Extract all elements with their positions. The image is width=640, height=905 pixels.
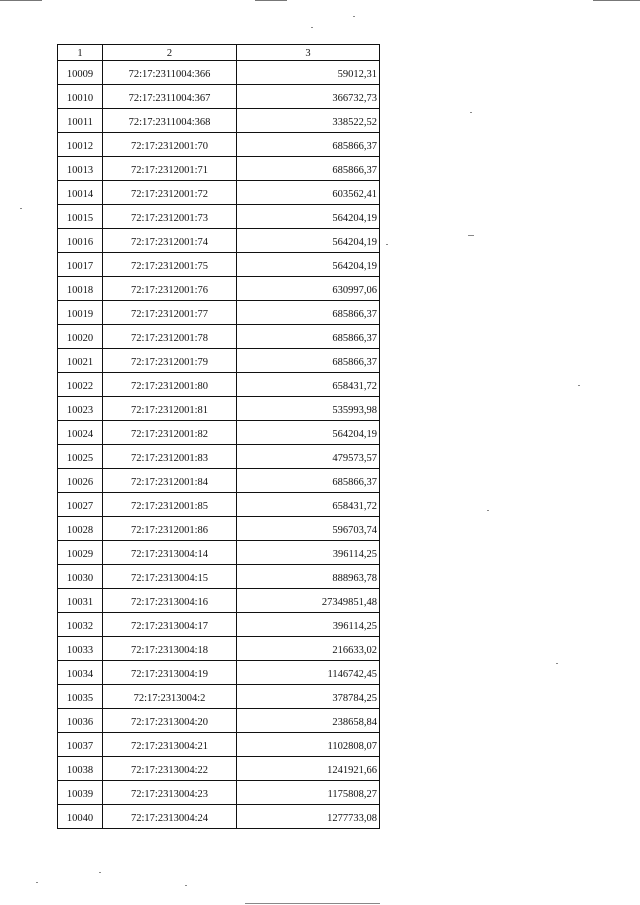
row-number-cell: 10015 <box>58 205 103 229</box>
cadastral-number-cell: 72:17:2312001:79 <box>103 349 237 373</box>
row-number-cell: 10029 <box>58 541 103 565</box>
cadastral-value-cell: 1146742,45 <box>237 661 380 685</box>
row-number-cell: 10028 <box>58 517 103 541</box>
registry-table-container <box>57 44 380 829</box>
row-number-cell: 10025 <box>58 445 103 469</box>
table-row <box>58 757 380 781</box>
cadastral-value-cell: 685866,37 <box>237 325 380 349</box>
table-header-row <box>58 45 380 61</box>
table-row <box>58 85 380 109</box>
table-row <box>58 637 380 661</box>
table-row <box>58 373 380 397</box>
cadastral-value-cell: 338522,52 <box>237 109 380 133</box>
cadastral-number-cell: 72:17:2311004:366 <box>103 61 237 85</box>
cadastral-number-cell: 72:17:2313004:19 <box>103 661 237 685</box>
table-row <box>58 61 380 85</box>
column-header-number: 1 <box>58 45 103 61</box>
table-row <box>58 661 380 685</box>
row-number-cell: 10033 <box>58 637 103 661</box>
bottom-edge-rule <box>245 903 380 904</box>
cadastral-number-cell: 72:17:2313004:17 <box>103 613 237 637</box>
table-row <box>58 181 380 205</box>
cadastral-number-cell: 72:17:2313004:15 <box>103 565 237 589</box>
cadastral-number-cell: 72:17:2313004:22 <box>103 757 237 781</box>
cadastral-value-cell: 216633,02 <box>237 637 380 661</box>
row-number-cell: 10021 <box>58 349 103 373</box>
cadastral-value-cell: 1175808,27 <box>237 781 380 805</box>
top-edge-rule <box>0 0 42 1</box>
cadastral-number-cell: 72:17:2313004:21 <box>103 733 237 757</box>
cadastral-number-cell: 72:17:2313004:14 <box>103 541 237 565</box>
cadastral-number-cell: 72:17:2313004:16 <box>103 589 237 613</box>
row-number-cell: 10014 <box>58 181 103 205</box>
row-number-cell: 10019 <box>58 301 103 325</box>
table-row <box>58 493 380 517</box>
cadastral-value-cell: 378784,25 <box>237 685 380 709</box>
cadastral-value-cell: 1241921,66 <box>237 757 380 781</box>
cadastral-value-cell: 658431,72 <box>237 493 380 517</box>
table-row <box>58 613 380 637</box>
table-row <box>58 397 380 421</box>
cadastral-value-cell: 479573,57 <box>237 445 380 469</box>
cadastral-value-cell: 396114,25 <box>237 613 380 637</box>
cadastral-number-cell: 72:17:2312001:75 <box>103 253 237 277</box>
row-number-cell: 10022 <box>58 373 103 397</box>
cadastral-value-cell: 888963,78 <box>237 565 380 589</box>
cadastral-number-cell: 72:17:2312001:85 <box>103 493 237 517</box>
cadastral-value-cell: 658431,72 <box>237 373 380 397</box>
cadastral-value-cell: 1277733,08 <box>237 805 380 829</box>
row-number-cell: 10011 <box>58 109 103 133</box>
scan-speck <box>36 882 38 883</box>
row-number-cell: 10035 <box>58 685 103 709</box>
scan-speck <box>99 872 101 873</box>
cadastral-value-cell: 596703,74 <box>237 517 380 541</box>
row-number-cell: 10009 <box>58 61 103 85</box>
scan-speck <box>185 885 187 886</box>
cadastral-number-cell: 72:17:2312001:70 <box>103 133 237 157</box>
cadastral-value-cell: 1102808,07 <box>237 733 380 757</box>
cadastral-number-cell: 72:17:2312001:73 <box>103 205 237 229</box>
cadastral-value-cell: 564204,19 <box>237 205 380 229</box>
cadastral-value-cell: 685866,37 <box>237 469 380 493</box>
table-row <box>58 301 380 325</box>
scan-speck <box>311 27 313 28</box>
row-number-cell: 10010 <box>58 85 103 109</box>
table-row <box>58 733 380 757</box>
row-number-cell: 10032 <box>58 613 103 637</box>
row-number-cell: 10013 <box>58 157 103 181</box>
table-row <box>58 349 380 373</box>
column-header-cadastral-number: 2 <box>103 45 237 61</box>
table-row <box>58 421 380 445</box>
cadastral-number-cell: 72:17:2311004:367 <box>103 85 237 109</box>
table-row <box>58 157 380 181</box>
table-row <box>58 565 380 589</box>
cadastral-number-cell: 72:17:2312001:77 <box>103 301 237 325</box>
table-row <box>58 541 380 565</box>
cadastral-value-cell: 396114,25 <box>237 541 380 565</box>
row-number-cell: 10018 <box>58 277 103 301</box>
table-row <box>58 325 380 349</box>
table-row <box>58 277 380 301</box>
table-body <box>58 61 380 829</box>
cadastral-value-cell: 630997,06 <box>237 277 380 301</box>
cadastral-number-cell: 72:17:2313004:20 <box>103 709 237 733</box>
scan-speck <box>468 235 474 236</box>
cadastral-number-cell: 72:17:2313004:23 <box>103 781 237 805</box>
cadastral-value-cell: 685866,37 <box>237 349 380 373</box>
cadastral-value-cell: 535993,98 <box>237 397 380 421</box>
top-edge-rule <box>255 0 287 1</box>
cadastral-number-cell: 72:17:2311004:368 <box>103 109 237 133</box>
scan-speck <box>470 112 472 113</box>
table-row <box>58 709 380 733</box>
scan-speck <box>386 244 388 245</box>
scan-speck <box>556 663 558 664</box>
cadastral-number-cell: 72:17:2312001:86 <box>103 517 237 541</box>
cadastral-value-cell: 685866,37 <box>237 301 380 325</box>
row-number-cell: 10012 <box>58 133 103 157</box>
table-row <box>58 109 380 133</box>
cadastral-number-cell: 72:17:2312001:76 <box>103 277 237 301</box>
row-number-cell: 10039 <box>58 781 103 805</box>
cadastral-value-cell: 564204,19 <box>237 421 380 445</box>
scan-speck <box>487 510 489 511</box>
row-number-cell: 10037 <box>58 733 103 757</box>
row-number-cell: 10030 <box>58 565 103 589</box>
row-number-cell: 10038 <box>58 757 103 781</box>
row-number-cell: 10017 <box>58 253 103 277</box>
scan-speck <box>578 385 580 386</box>
scan-speck <box>353 16 355 17</box>
row-number-cell: 10020 <box>58 325 103 349</box>
cadastral-number-cell: 72:17:2312001:71 <box>103 157 237 181</box>
cadastral-number-cell: 72:17:2313004:2 <box>103 685 237 709</box>
cadastral-number-cell: 72:17:2312001:84 <box>103 469 237 493</box>
cadastral-number-cell: 72:17:2312001:82 <box>103 421 237 445</box>
table-row <box>58 589 380 613</box>
column-header-value: 3 <box>237 45 380 61</box>
row-number-cell: 10034 <box>58 661 103 685</box>
top-edge-rule <box>593 0 640 1</box>
cadastral-value-cell: 603562,41 <box>237 181 380 205</box>
cadastral-value-cell: 564204,19 <box>237 229 380 253</box>
cadastral-number-cell: 72:17:2313004:24 <box>103 805 237 829</box>
cadastral-number-cell: 72:17:2312001:80 <box>103 373 237 397</box>
cadastral-number-cell: 72:17:2312001:78 <box>103 325 237 349</box>
cadastral-value-cell: 685866,37 <box>237 157 380 181</box>
table-row <box>58 229 380 253</box>
row-number-cell: 10026 <box>58 469 103 493</box>
cadastral-number-cell: 72:17:2312001:81 <box>103 397 237 421</box>
table-row <box>58 445 380 469</box>
row-number-cell: 10023 <box>58 397 103 421</box>
row-number-cell: 10031 <box>58 589 103 613</box>
table-row <box>58 133 380 157</box>
scan-speck <box>20 208 22 209</box>
cadastral-value-cell: 238658,84 <box>237 709 380 733</box>
table-row <box>58 253 380 277</box>
cadastral-value-cell: 27349851,48 <box>237 589 380 613</box>
cadastral-number-cell: 72:17:2313004:18 <box>103 637 237 661</box>
cadastral-value-cell: 59012,31 <box>237 61 380 85</box>
table-row <box>58 517 380 541</box>
row-number-cell: 10024 <box>58 421 103 445</box>
table-row <box>58 469 380 493</box>
cadastral-value-cell: 564204,19 <box>237 253 380 277</box>
row-number-cell: 10016 <box>58 229 103 253</box>
cadastral-number-cell: 72:17:2312001:74 <box>103 229 237 253</box>
cadastral-value-cell: 366732,73 <box>237 85 380 109</box>
table-row <box>58 781 380 805</box>
cadastral-number-cell: 72:17:2312001:83 <box>103 445 237 469</box>
table-row <box>58 805 380 829</box>
row-number-cell: 10027 <box>58 493 103 517</box>
table-row <box>58 205 380 229</box>
row-number-cell: 10036 <box>58 709 103 733</box>
cadastral-number-cell: 72:17:2312001:72 <box>103 181 237 205</box>
cadastral-value-cell: 685866,37 <box>237 133 380 157</box>
row-number-cell: 10040 <box>58 805 103 829</box>
cadastral-value-table <box>57 44 380 829</box>
table-row <box>58 685 380 709</box>
